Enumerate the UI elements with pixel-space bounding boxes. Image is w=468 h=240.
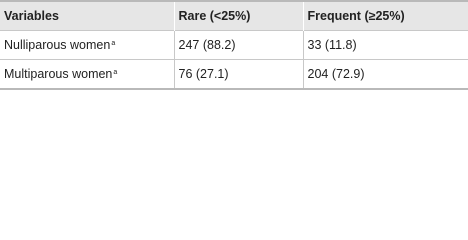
frequent-cell: 204 (72.9) xyxy=(303,59,468,88)
variable-cell xyxy=(0,30,174,59)
footnote-marker: a xyxy=(113,68,118,76)
frequent-cell: 33 (11.8) xyxy=(303,30,468,59)
table-row xyxy=(0,59,468,88)
variable-cell xyxy=(0,59,174,88)
header-rare: Rare (<25%) xyxy=(174,2,303,30)
table-header-row xyxy=(0,2,468,30)
table-row xyxy=(0,30,468,59)
variable-label: Nulliparous women xyxy=(4,37,111,52)
rare-cell: 247 (88.2) xyxy=(174,30,303,59)
header-variables: Variables xyxy=(0,2,174,30)
rare-cell: 76 (27.1) xyxy=(174,59,303,88)
footnote-marker: a xyxy=(111,39,116,47)
header-frequent: Frequent (≥25%) xyxy=(303,2,468,30)
data-table xyxy=(0,2,468,88)
data-table-container xyxy=(0,0,468,90)
variable-label: Multiparous women xyxy=(4,66,113,81)
